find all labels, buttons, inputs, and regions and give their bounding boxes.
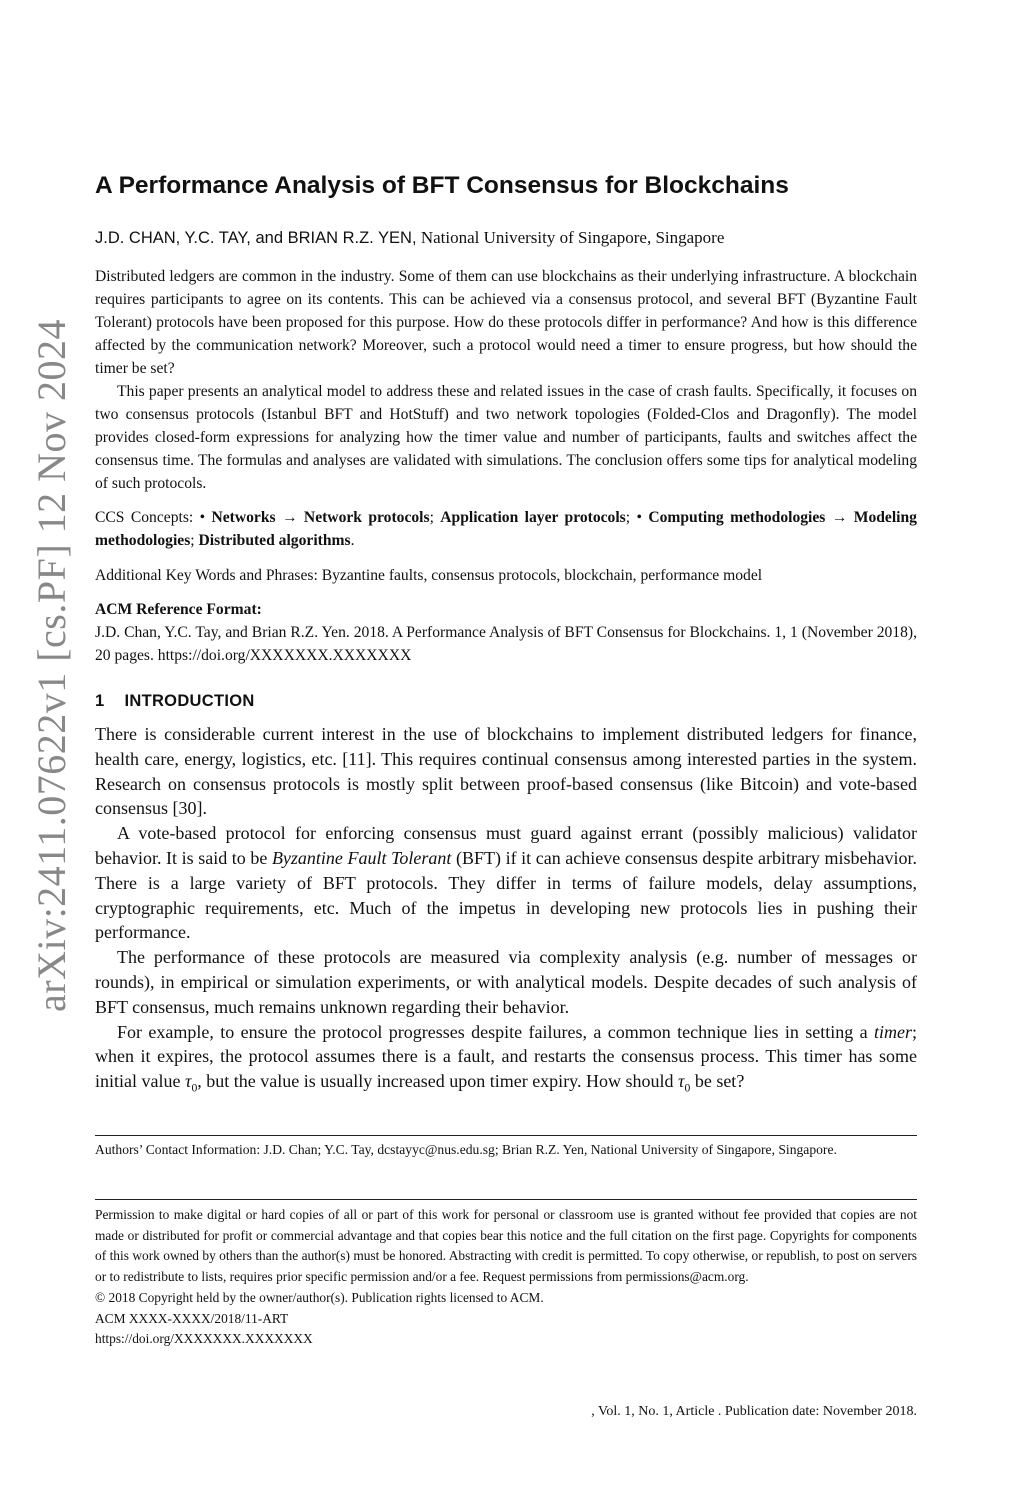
contact-footnote: Authors’ Contact Information: J.D. Chan; Y.C. Tay, dcstayyc@nus.edu.sg; Brian R.Z. Yen, National University of Singapore, Singapore. bbox=[95, 1142, 837, 1157]
affiliation: National University of Singapore, Singapore bbox=[416, 228, 725, 247]
introduction-body bbox=[95, 722, 917, 1102]
math-subscript: 0 bbox=[684, 1081, 691, 1095]
page-footer: , Vol. 1, No. 1, Article . Publication date: November 2018. bbox=[591, 1404, 917, 1419]
abstract-paragraph: This paper presents an analytical model to address these and related issues in the case of crash faults. Specifically, it focuses on two consensus protocols (Istanbul BFT and HotStuff) and two network topologies (Folded-Clos and Dragonfly). The model provides closed-form expressions for analyzing how the timer value and number of participants, faults and switches affect the consensus time. The formulas and analyses are validated with simulations. The conclusion offers some tips for analytical modeling of such protocols. bbox=[95, 383, 917, 492]
footnote-rule bbox=[95, 1135, 917, 1136]
emphasis: timer bbox=[873, 1021, 912, 1042]
math-tau: τ bbox=[678, 1071, 685, 1092]
math-tau: τ bbox=[184, 1071, 192, 1092]
intro-paragraph: There is considerable current interest in the use of blockchains to implement distributed ledgers for finance, health care, energy, logistics, etc. [11]. This requires continual consensus among interested parties in the system. Research on consensus protocols is mostly split between proof-based consensus (like Bitcoin) and vote-based consensus [30]. bbox=[95, 724, 917, 819]
text: , but the value is usually increased upon timer expiry. How should bbox=[197, 1071, 679, 1092]
text: A vote-based protocol for enforcing consensus must guard against errant (possibly malicious) validator behavior. It is said to be bbox=[95, 823, 917, 868]
separator: ; bbox=[190, 532, 199, 549]
text: ; when it expires, the protocol assumes there is a fault, and restarts the consensus process. This timer has some initial value bbox=[95, 1021, 917, 1092]
acm-reference-text: J.D. Chan, Y.C. Tay, and Brian R.Z. Yen. 2018. A Performance Analysis of BFT Consensus for Blockchains. 1, 1 (November 2018), 20 pages. https://doi.org/XXXXXXX.XXXXXXX bbox=[95, 624, 917, 664]
permissions-block bbox=[95, 1205, 917, 1350]
ccs-concept: Distributed algorithms bbox=[198, 532, 351, 549]
math-subscript: 0 bbox=[191, 1081, 198, 1095]
acm-reference-heading: ACM Reference Format: bbox=[95, 601, 262, 618]
abstract-paragraph: Distributed ledgers are common in the industry. Some of them can use blockchains as their underlying infrastructure. A blockchain requires participants to agree on its contents. This can be achieved via a consensus protocol, and several BFT (Byzantine Fault Tolerant) protocols have been proposed for this purpose. How do these protocols differ in performance? And how is this difference affected by the communication network? Moreover, such a protocol would need a timer to ensure progress, but how should the timer be set? bbox=[95, 268, 917, 377]
paper-title: A Performance Analysis of BFT Consensus for Blockchains bbox=[95, 172, 789, 199]
intro-paragraph bbox=[95, 821, 917, 945]
text: For example, to ensure the protocol progresses despite failures, a common technique lies in setting a bbox=[117, 1021, 874, 1042]
authors bbox=[95, 228, 724, 248]
section-title: INTRODUCTION bbox=[124, 692, 255, 710]
ccs-concept: Application layer protocols bbox=[440, 509, 626, 526]
ccs-label: CCS Concepts: • bbox=[95, 509, 212, 526]
copyright: © 2018 Copyright held by the owner/author(s). Publication rights licensed to ACM. bbox=[95, 1289, 544, 1305]
acm-id: ACM XXXX-XXXX/2018/11-ART bbox=[95, 1310, 289, 1326]
emphasis: Byzantine Fault Tolerant bbox=[271, 847, 452, 868]
acm-reference bbox=[95, 598, 917, 667]
separator: . bbox=[350, 532, 355, 549]
abstract bbox=[95, 265, 917, 495]
separator: ; bbox=[429, 509, 441, 526]
ccs-concept: Networks → Network protocols bbox=[211, 509, 430, 526]
permissions-text: Permission to make digital or hard copies of all or part of this work for personal or classroom use is granted without fee provided that copies are not made or distributed for profit or commercial advantage and that copies bear this notice and the full citation on the first page. Copyrights for components of this work owned by others than the author(s) must be honored. Abstracting with credit is permitted. To copy otherwise, or republish, to post on servers or to redistribute to lists, requires prior specific permission and/or a fee. Request permissions from permissions@acm.org. bbox=[95, 1207, 917, 1285]
doi: https://doi.org/XXXXXXX.XXXXXXX bbox=[95, 1331, 313, 1347]
author-names: J.D. CHAN, Y.C. TAY, and BRIAN R.Z. YEN, bbox=[95, 229, 417, 247]
permissions-rule bbox=[95, 1199, 917, 1200]
ccs-concepts bbox=[95, 506, 917, 552]
arxiv-stamp: arXiv:2411.07622v1 [cs.PF] 12 Nov 2024 bbox=[29, 318, 74, 1012]
keywords: Additional Key Words and Phrases: Byzantine faults, consensus protocols, blockchain, performance model bbox=[95, 567, 763, 584]
section-heading bbox=[95, 692, 255, 711]
text: be set? bbox=[690, 1071, 745, 1092]
intro-paragraph bbox=[95, 1020, 917, 1102]
separator: ; • bbox=[625, 509, 649, 526]
section-number: 1 bbox=[95, 692, 105, 710]
text: (BFT) if it can achieve consensus despite arbitrary misbehavior. There is a large variety of BFT protocols. They differ in terms of failure models, delay assumptions, cryptographic requirements, etc. Much of the impetus in developing new protocols lies in pushing their performance. bbox=[95, 847, 917, 943]
ccs-concept: Computing methodologies → Modeling methodologies bbox=[95, 509, 917, 549]
intro-paragraph: The performance of these protocols are measured via complexity analysis (e.g. number of messages or rounds), in empirical or simulation experiments, or with analytical models. Despite decades of such analysis of BFT consensus, much remains unknown regarding their behavior. bbox=[95, 947, 917, 1017]
